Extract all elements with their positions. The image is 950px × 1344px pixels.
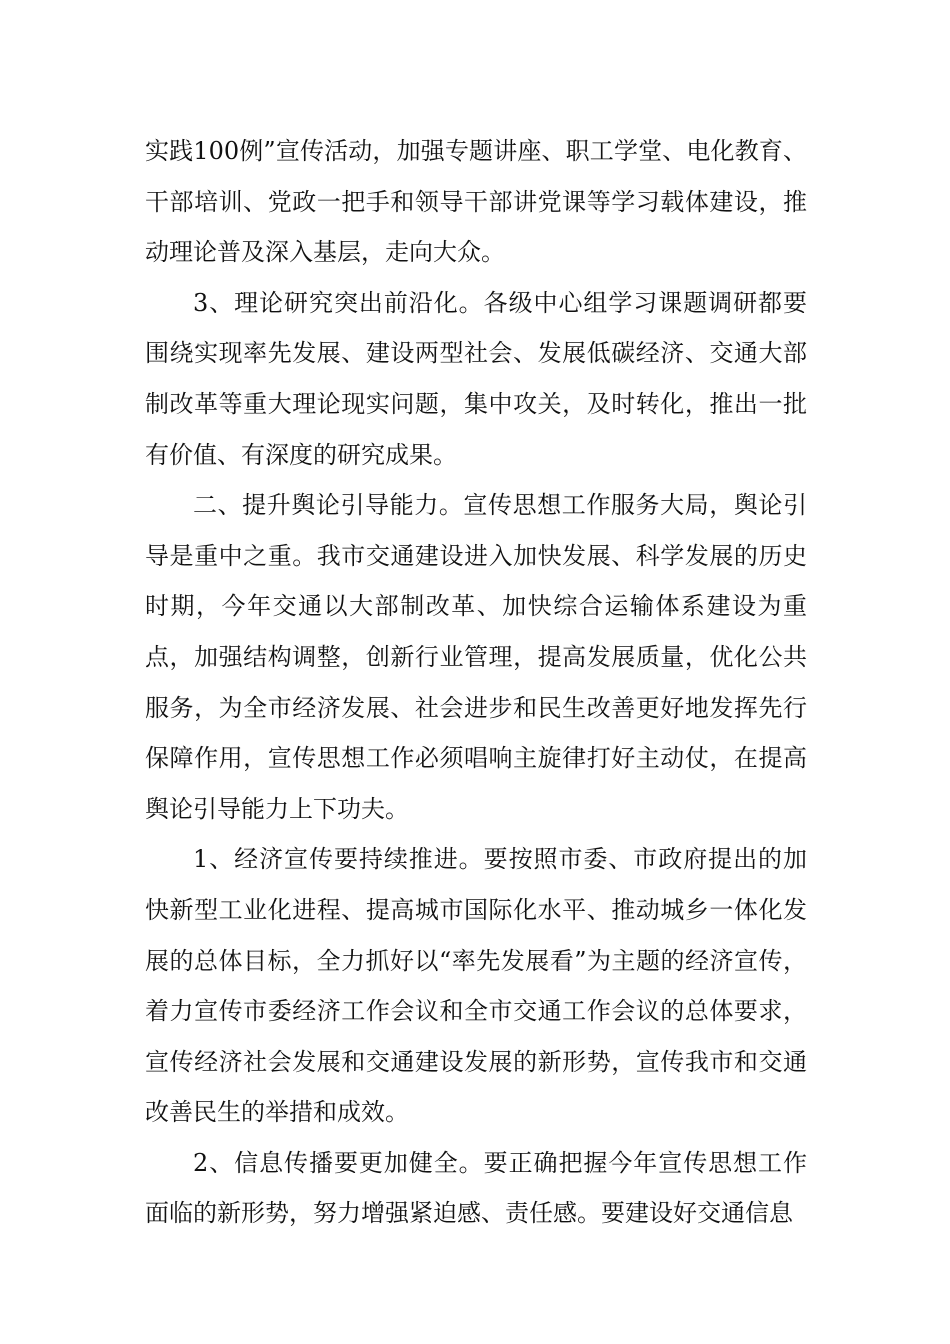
paragraph-information-dissemination: 2、信息传播要更加健全。要正确把握今年宣传思想工作面临的新形势，努力增强紧迫感、责任感。要建设好交通信息 xyxy=(145,1148,807,1228)
paragraph-economic-publicity: 1、经济宣传要持续推进。要按照市委、市政府提出的加快新型工业化进程、提高城市国际化水平、推动城乡一体化发展的总体目标，全力抓好以“率先发展看”为主题的经济宣传，着力宣传市委经济工作会议和全市交通工作会议的总体要求，宣传经济社会发展和交通建设发展的新形势，宣传我市和交通改善民生的举措和成效。 xyxy=(145,845,807,1127)
paragraph-theory-research: 3、理论研究突出前沿化。各级中心组学习课题调研都要围绕实现率先发展、建设两型社会、发展低碳经济、交通大部制改革等重大理论现实问题，集中攻关，及时转化，推出一批有价值、有深度的研究成果。 xyxy=(145,288,807,469)
paragraph-continuation: 实践100例”宣传活动，加强专题讲座、职工学堂、电化教育、干部培训、党政一把手和领导干部讲党课等学习载体建设，推动理论普及深入基层，走向大众。 xyxy=(145,137,807,267)
paragraph-public-opinion: 二、提升舆论引导能力。宣传思想工作服务大局，舆论引导是重中之重。我市交通建设进入加快发展、科学发展的历史时期，今年交通以大部制改革、加快综合运输体系建设为重点，加强结构调整，创新行业管理，提高发展质量，优化公共服务，为全市经济发展、社会进步和民生改善更好地发挥先行保障作用，宣传思想工作必须唱响主旋律打好主动仗，在提高舆论引导能力上下功夫。 xyxy=(145,491,807,823)
document-body xyxy=(145,126,807,1239)
